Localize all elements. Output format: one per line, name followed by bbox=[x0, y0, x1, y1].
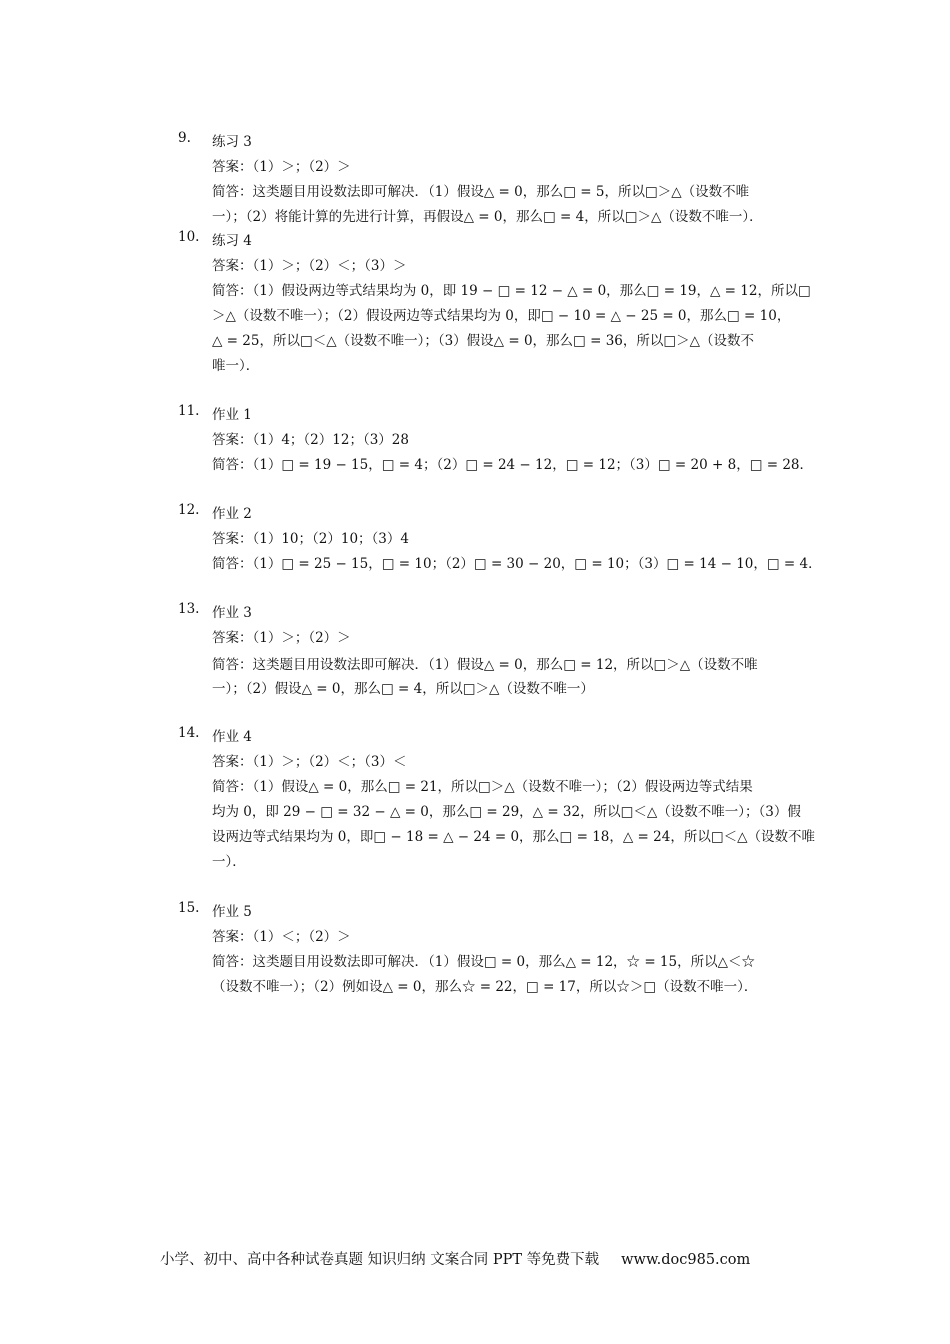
explanation-line: 唯一）． bbox=[212, 358, 260, 374]
problem-title: 练习 3 bbox=[212, 134, 252, 150]
explanation-line: △ = 25，所以□＜△（设数不唯一）；（3）假设△ = 0，那么□ = 36，所以□＞△（设数不 bbox=[212, 333, 755, 349]
problem-title: 作业 5 bbox=[212, 904, 252, 920]
answer-line: 答案：（1）4；（2）12；（3）28 bbox=[212, 432, 409, 448]
problem-title: 作业 2 bbox=[212, 506, 252, 522]
answer-line: 答案：（1）＞；（2）＞ bbox=[212, 159, 351, 175]
problem-number: 13. bbox=[178, 601, 200, 617]
problem-title: 练习 4 bbox=[212, 233, 252, 249]
problem-number: 15. bbox=[178, 900, 200, 916]
explanation-line: （设数不唯一）；（2）例如设△ = 0，那么☆ = 22，□ = 17，所以☆＞□（设数不唯一）． bbox=[212, 979, 758, 995]
problem-title: 作业 3 bbox=[212, 605, 252, 621]
answer-line: 答案：（1）10；（2）10；（3）4 bbox=[212, 531, 409, 547]
problem-title: 作业 4 bbox=[212, 729, 252, 745]
problem-number: 9. bbox=[178, 130, 191, 146]
problem-title: 作业 1 bbox=[212, 407, 252, 423]
explanation-line: 均为 0，即 29 − □ = 32 − △ = 0，那么□ = 29，△ = 32，所以□＜△（设数不唯一）；（3）假 bbox=[212, 804, 801, 820]
problem-number: 10. bbox=[178, 229, 200, 245]
explanation-line: 简答：（1）□ = 25 − 15，□ = 10；（2）□ = 30 − 20，□ = 10；（3）□ = 14 − 10，□ = 4． bbox=[212, 556, 822, 572]
explanation-line: 一）；（2）将能计算的先进行计算，再假设△ = 0，那么□ = 4，所以□＞△（设数不唯一）． bbox=[212, 209, 763, 225]
answer-line: 答案：（1）＞；（2）＜；（3）＜ bbox=[212, 754, 407, 770]
explanation-line: 一）；（2）假设△ = 0，那么□ = 4，所以□＞△（设数不唯一） bbox=[212, 681, 594, 697]
explanation-line: 简答：（1）假设△ = 0，那么□ = 21，所以□＞△（设数不唯一）；（2）假设两边等式结果 bbox=[212, 779, 753, 795]
problem-number: 14. bbox=[178, 725, 200, 741]
footer-text: 小学、初中、高中各种试卷真题 知识归纳 文案合同 PPT 等免费下载 bbox=[160, 1252, 600, 1268]
answer-line: 答案：（1）＞；（2）＜；（3）＞ bbox=[212, 258, 407, 274]
explanation-line: 简答：（1）假设两边等式结果均为 0，即 19 − □ = 12 − △ = 0，那么□ = 19，△ = 12，所以□ bbox=[212, 283, 811, 299]
answer-line: 答案：（1）＜；（2）＞ bbox=[212, 929, 351, 945]
footer-url[interactable]: www.doc985.com bbox=[621, 1252, 751, 1268]
explanation-line: 简答：这类题目用设数法即可解决．（1）假设△ = 0，那么□ = 5，所以□＞△（设数不唯 bbox=[212, 184, 750, 200]
answer-line: 答案：（1）＞；（2）＞ bbox=[212, 630, 351, 646]
explanation-line: 简答：这类题目用设数法即可解决．（1）假设□ = 0，那么△ = 12，☆ = 15，所以△＜☆ bbox=[212, 954, 755, 970]
problem-number: 12. bbox=[178, 502, 200, 518]
explanation-line: 一）． bbox=[212, 854, 246, 870]
explanation-line: ＞△（设数不唯一）；（2）假设两边等式结果均为 0，即□ − 10 = △ − 25 = 0，那么□ = 10， bbox=[212, 308, 791, 324]
page-footer bbox=[160, 1248, 750, 1269]
explanation-line: 简答：这类题目用设数法即可解决．（1）假设△ = 0，那么□ = 12，所以□＞△（设数不唯 bbox=[212, 657, 758, 673]
explanation-line: 设两边等式结果均为 0，即□ − 18 = △ − 24 = 0，那么□ = 18，△ = 24，所以□＜△（设数不唯 bbox=[212, 829, 815, 845]
explanation-line: 简答：（1）□ = 19 − 15，□ = 4；（2）□ = 24 − 12，□ = 12；（3）□ = 20 + 8，□ = 28． bbox=[212, 457, 814, 473]
problem-number: 11. bbox=[178, 403, 200, 419]
